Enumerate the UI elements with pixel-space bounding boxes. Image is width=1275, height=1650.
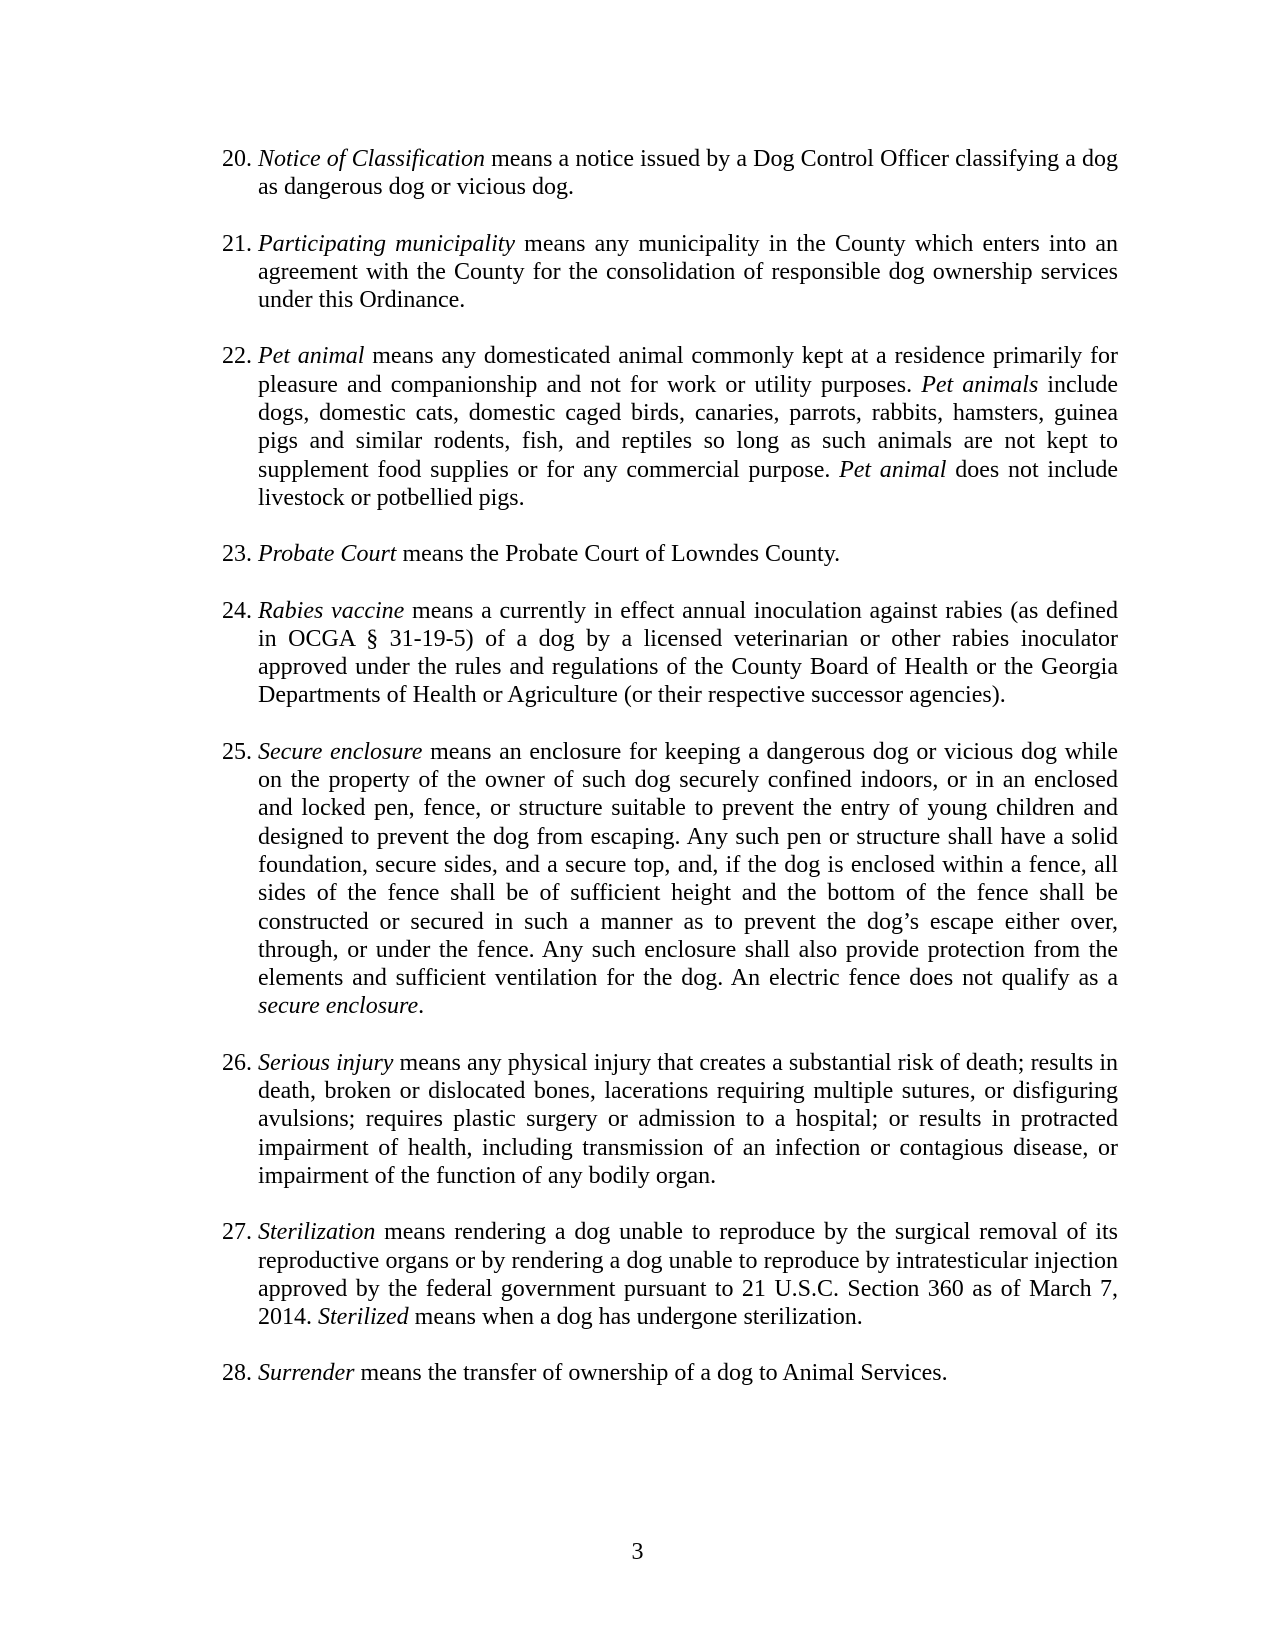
definition-text: means the Probate Court of Lowndes County.	[396, 541, 841, 568]
item-text	[258, 540, 1118, 568]
definition-text: means rendering a dog unable to reproduce by the surgical removal of its reproductive organs or by rendering a dog unable to reproduce by intratesticular injection approved by the federal government pursuant to 21 U.S.C. Section 360 as of March 7, 2014.	[258, 1219, 1118, 1331]
definition-text: means a notice issued by a Dog Control Officer classifying a dog as dangerous dog or vicious dog.	[258, 146, 1119, 201]
defined-term: Rabies vaccine	[258, 597, 405, 624]
definition-text: .	[418, 993, 425, 1020]
definition-item	[222, 342, 1118, 512]
definition-item	[222, 230, 1118, 315]
item-text	[258, 1049, 1118, 1190]
item-number: 22.	[222, 343, 252, 370]
item-number: 27.	[222, 1219, 252, 1246]
item-text	[258, 597, 1118, 710]
defined-term: Notice of Classification	[258, 146, 485, 172]
definition-text: means a currently in effect annual inoculation against rabies (as defined in OCGA § 31-19-5) of a dog by a licensed veterinarian or other rabies inoculator approved under the rules and regulations of the County Board of Health or the Georgia Departments of Health or Agriculture (or their respective successor agencies).	[258, 597, 1118, 709]
defined-term: Pet animal	[258, 343, 365, 370]
definition-text: means any municipality in the County which enters into an agreement with the County for the consolidation of responsible dog ownership services under this Ordinance.	[258, 230, 1119, 314]
item-number: 21.	[222, 230, 252, 257]
definition-item	[222, 1049, 1118, 1190]
defined-term: Sterilization	[258, 1219, 376, 1246]
item-number: 25.	[222, 738, 252, 765]
defined-term: Participating municipality	[258, 230, 516, 257]
item-number: 24.	[222, 597, 252, 624]
definition-item	[222, 738, 1118, 1021]
definition-text: means an enclosure for keeping a dangerous dog or vicious dog while on the property of the owner of such dog securely confined indoors, or in an enclosed and locked pen, fence, or structure suitable to prevent the entry of young children and designed to prevent the dog from escaping. Any such pen or structure shall have a solid foundation, secure sides, and a secure top, and, if the dog is enclosed within a fence, all sides of the fence shall be of sufficient height and the bottom of the fence shall be constructed or secured in such a manner as to prevent the dog’s escape either over, through, or under the fence. Any such enclosure shall also provide protection from the elements and sufficient ventilation for the dog. An electric fence does not qualify as a	[258, 738, 1118, 992]
definition-item	[222, 597, 1118, 710]
defined-term: Pet animal	[839, 456, 947, 483]
item-text	[258, 1218, 1118, 1331]
defined-term: Serious injury	[258, 1049, 394, 1076]
item-text	[258, 1359, 1118, 1387]
definition-text: means when a dog has undergone sterilization.	[408, 1304, 863, 1331]
definitions-section	[222, 145, 1118, 1388]
defined-term: secure enclosure	[258, 993, 419, 1020]
definition-text: include dogs, domestic cats, domestic caged birds, canaries, parrots, rabbits, hamsters, guinea pigs and similar rodents, fish, and reptiles so long as such animals are not kept to supplement food supplies or for any commercial purpose.	[258, 371, 1119, 483]
defined-term: Pet animals	[921, 371, 1039, 398]
defined-term: Sterilized	[318, 1304, 409, 1331]
defined-term: Surrender	[258, 1360, 355, 1387]
item-text	[258, 230, 1118, 315]
defined-term: Secure enclosure	[258, 738, 423, 765]
definition-item	[222, 145, 1118, 202]
page-footer	[0, 1538, 1275, 1566]
definition-item	[222, 1218, 1118, 1331]
defined-term: Probate Court	[258, 541, 397, 568]
item-number: 28.	[222, 1360, 252, 1387]
definition-text: does not include livestock or potbellied pigs.	[258, 456, 1118, 511]
definition-text: means any physical injury that creates a substantial risk of death; results in death, broken or dislocated bones, lacerations requiring multiple sutures, or disfiguring avulsions; requires plastic surgery or admission to a hospital; or results in protracted impairment of health, including transmission of an infection or contagious disease, or impairment of the function of any bodily organ.	[258, 1049, 1118, 1189]
item-text	[258, 342, 1118, 512]
item-text	[258, 145, 1118, 202]
definition-text: means any domesticated animal commonly kept at a residence primarily for pleasure and companionship and not for work or utility purposes.	[258, 343, 1118, 398]
page-number: 3	[631, 1539, 644, 1565]
definition-item	[222, 540, 1118, 568]
item-text	[258, 738, 1118, 1021]
item-number: 26.	[222, 1049, 252, 1076]
definitions-list	[222, 145, 1118, 1388]
item-number: 20.	[222, 146, 252, 172]
definition-text: means the transfer of ownership of a dog to Animal Services.	[354, 1360, 948, 1387]
definition-item	[222, 1359, 1118, 1387]
item-number: 23.	[222, 541, 252, 568]
